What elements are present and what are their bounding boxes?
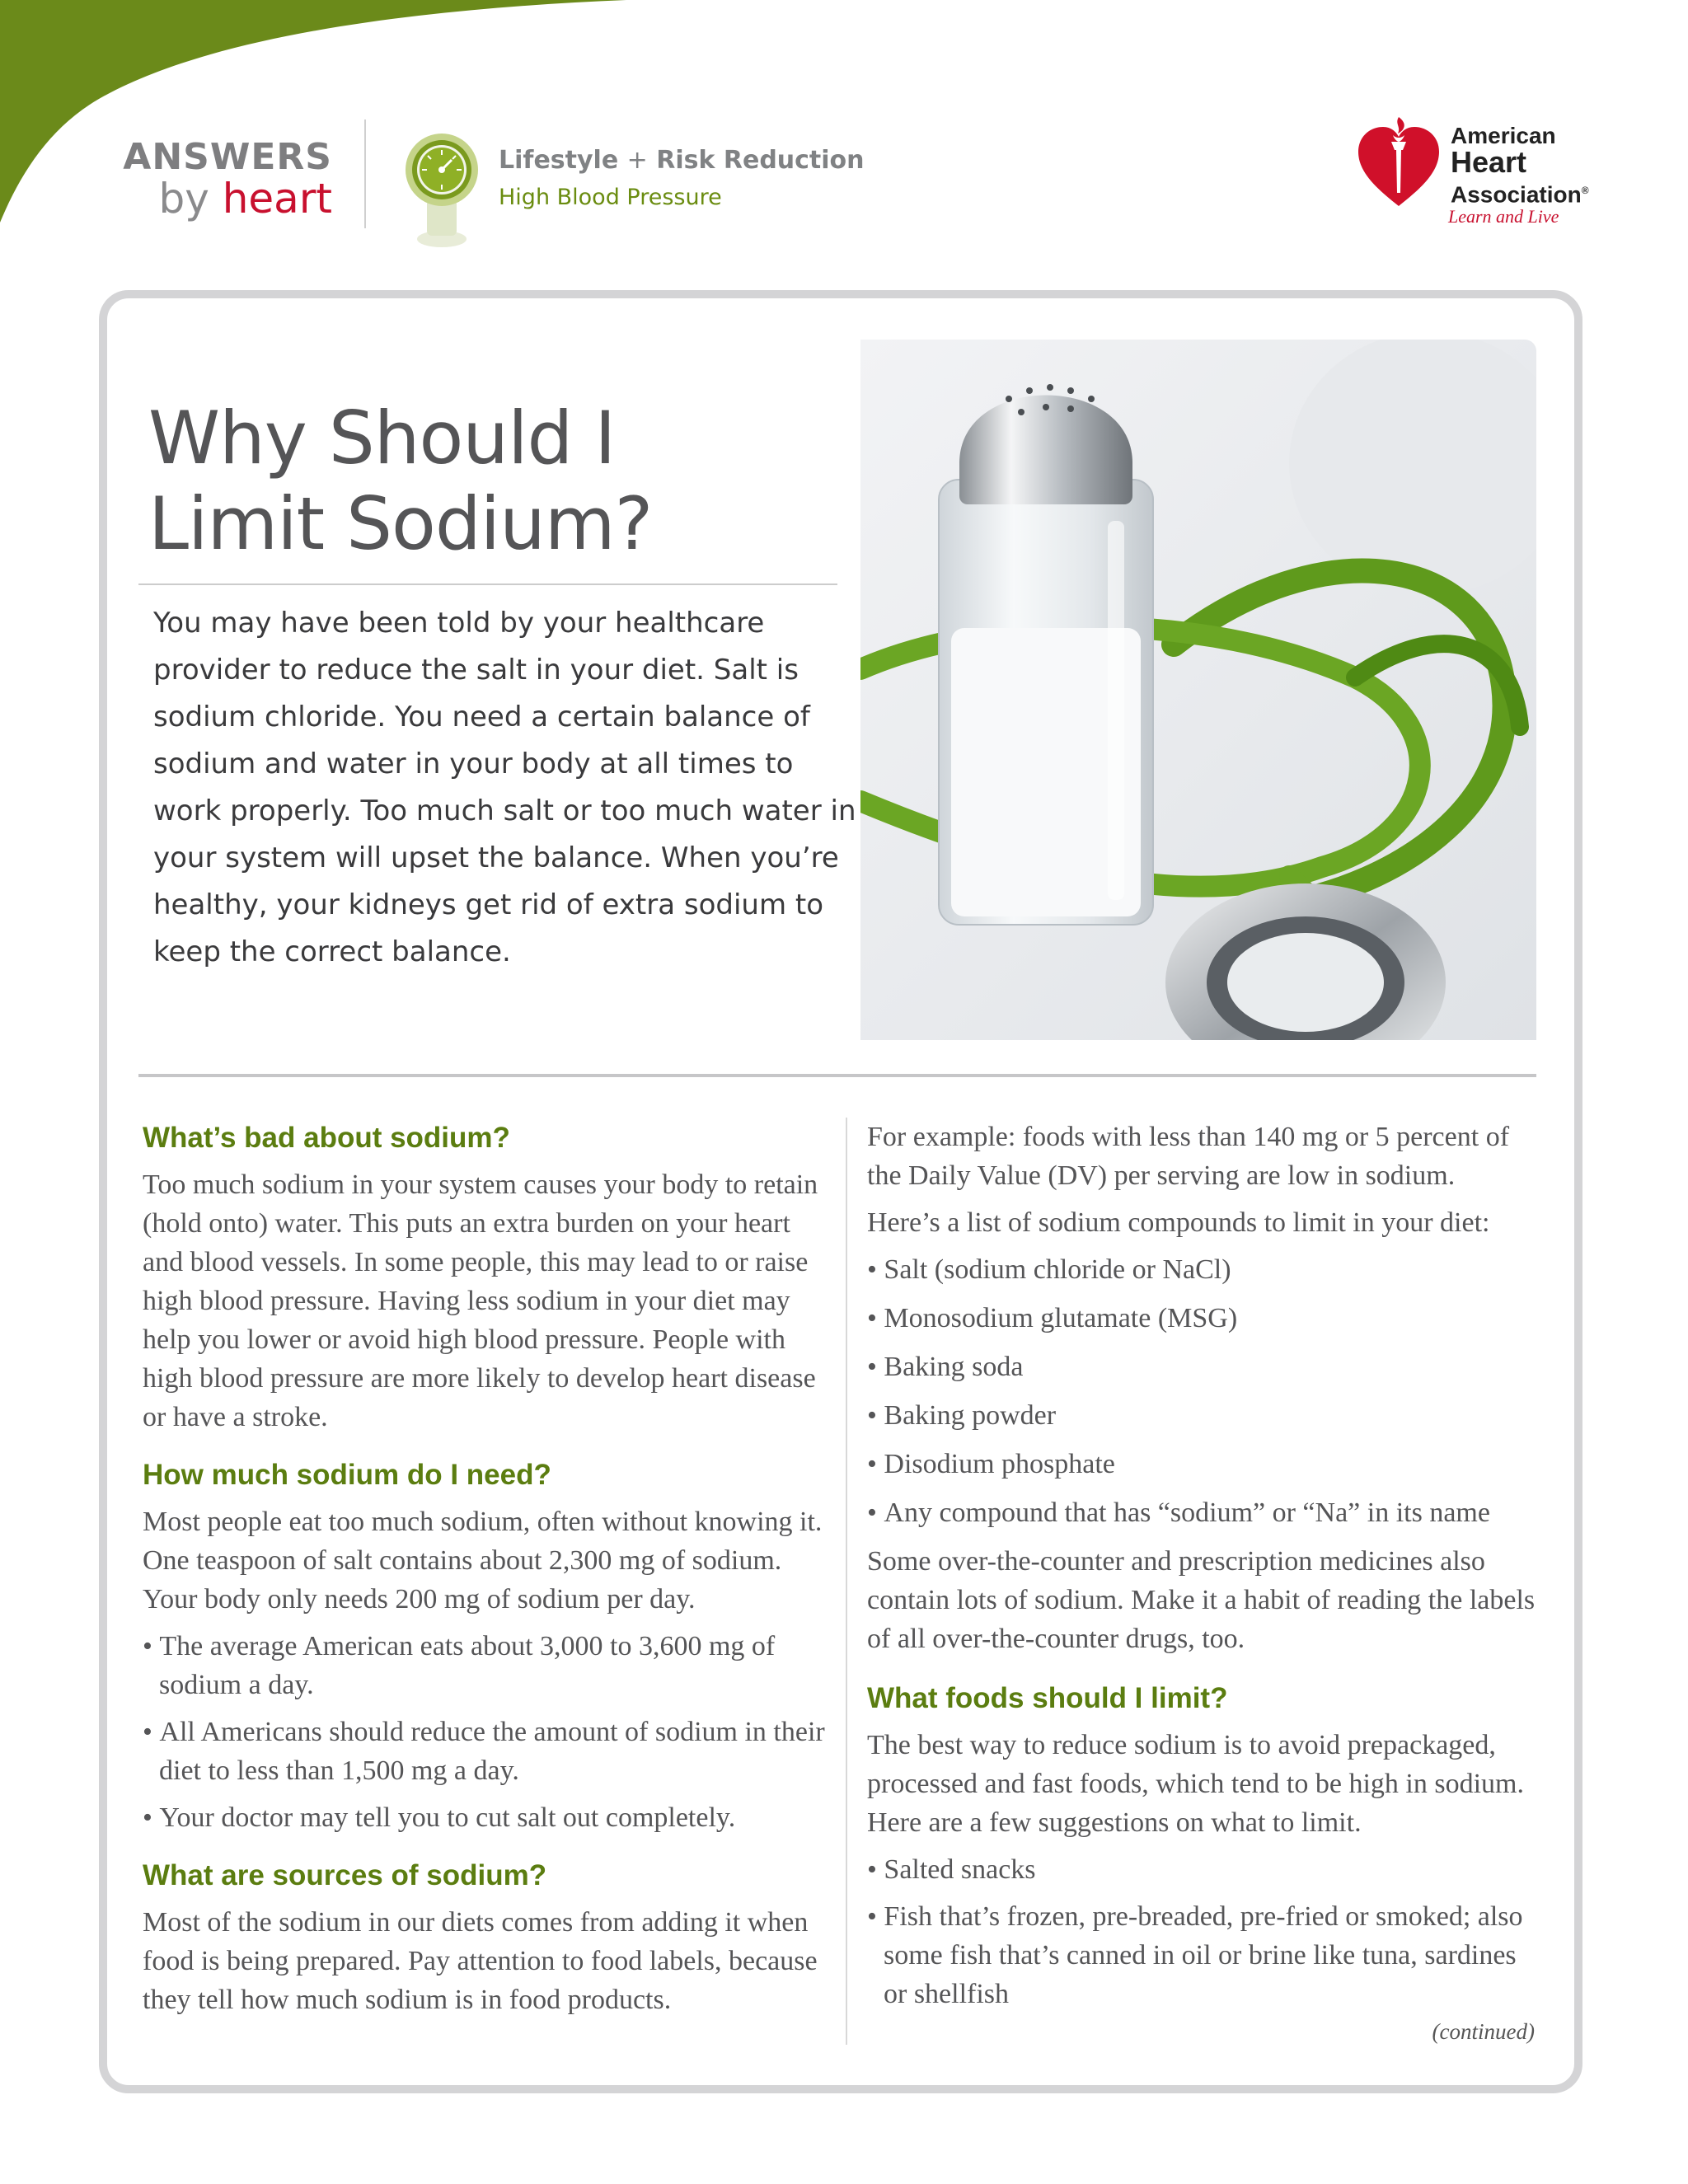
heading-how-much-sodium: How much sodium do I need?	[143, 1459, 551, 1491]
left-column	[143, 1118, 827, 2019]
heading-bad-about-sodium: What’s bad about sodium?	[143, 1122, 510, 1154]
heart-torch-icon	[1353, 114, 1444, 213]
aha-name-line1: American	[1451, 123, 1556, 148]
paragraph-how-much-sodium: Most people eat too much sodium, often without knowing it. One teaspoon of salt contains about 2,300 mg of sodium. Your body only needs 200 mg of sodium per day.	[143, 1507, 823, 1615]
heading-sources-of-sodium: What are sources of sodium?	[143, 1859, 547, 1891]
series-label	[499, 145, 865, 214]
foods-to-limit-list	[867, 1850, 1536, 2013]
header-divider	[364, 120, 366, 228]
series-subtopic: High Blood Pressure	[499, 185, 722, 210]
salt-shaker-stethoscope-photo	[860, 340, 1536, 1040]
list-item: • Salt (sodium chloride or NaCl)	[867, 1250, 1536, 1289]
paragraph-compounds-intro: Here’s a list of sodium compounds to limit in your diet:	[867, 1207, 1490, 1238]
list-item: • Your doctor may tell you to cut salt out completely.	[143, 1798, 827, 1837]
series-topic: Lifestyle + Risk Reduction	[499, 146, 865, 175]
list-item: • Any compound that has “sodium” or “Na” in its name	[867, 1493, 1536, 1532]
list-item: • All Americans should reduce the amount of sodium in their diet to less than 1,500 mg a day.	[143, 1713, 827, 1790]
intro-paragraph: You may have been told by your healthcare provider to reduce the salt in your diet. Salt is sodium chloride. You need a certain balance of sodium and water in your body at all times to work properly. Too much salt or too much water in your system will upset the balance. When you’re healthy, your kidneys get rid of extra sodium to keep the correct balance.	[153, 607, 856, 968]
brand-answers: ANSWERS	[123, 136, 332, 178]
title-divider	[138, 583, 837, 585]
paragraph-sources-of-sodium: Most of the sodium in our diets comes from adding it when food is being prepared. Pay attention to food labels, because they tell how much sodium is in food products.	[143, 1907, 818, 2015]
paragraph-example: For example: foods with less than 140 mg or 5 percent of the Daily Value (DV) per serving are low in sodium.	[867, 1122, 1510, 1191]
paragraph-foods-to-limit: The best way to reduce sodium is to avoid prepackaged, processed and fast foods, which tend to be high in sodium. Here are a few suggestions on what to limit.	[867, 1730, 1524, 1838]
sodium-facts-list	[143, 1627, 827, 1837]
section-divider	[138, 1074, 1536, 1077]
aha-logo	[1353, 114, 1601, 229]
continued-note: (continued)	[1432, 2019, 1535, 2044]
list-item: • Disodium phosphate	[867, 1445, 1536, 1483]
right-column	[867, 1118, 1536, 2022]
paragraph-bad-about-sodium: Too much sodium in your system causes your body to retain (hold onto) water. This puts an extra burden on your heart and blood vessels. In some people, this may lead to or raise high blood pressure. Having less sodium in your diet may help you lower or avoid high blood pressure. People with high blood pressure are more likely to develop heart disease or have a stroke.	[143, 1169, 818, 1432]
aha-tagline: Learn and Live	[1448, 206, 1559, 227]
list-item: • The average American eats about 3,000 to 3,600 mg of sodium a day.	[143, 1627, 827, 1704]
sodium-compounds-list	[867, 1250, 1536, 1532]
aha-name-line3: Association®	[1451, 181, 1589, 208]
aha-name-line2: Heart	[1451, 145, 1527, 179]
list-item: • Baking soda	[867, 1347, 1536, 1386]
brand-by: by	[158, 175, 209, 223]
list-item: • Baking powder	[867, 1396, 1536, 1435]
gauge-icon	[402, 130, 481, 262]
page-title: Why Should I Limit Sodium?	[148, 396, 653, 566]
paragraph-medicines: Some over-the-counter and prescription medicines also contain lots of sodium. Make it a habit of reading the labels of all over-the-counter drugs, too.	[867, 1546, 1536, 1654]
brand-heart: heart	[222, 175, 332, 223]
list-item: • Monosodium glutamate (MSG)	[867, 1299, 1536, 1338]
column-divider	[846, 1118, 847, 2045]
answers-by-heart-logo	[97, 136, 332, 223]
list-item: • Fish that’s frozen, pre-breaded, pre-fried or smoked; also some fish that’s canned in oil or brine like tuna, sardines or shellfish	[867, 1897, 1536, 2013]
heading-foods-to-limit: What foods should I limit?	[867, 1682, 1228, 1714]
list-item: • Salted snacks	[867, 1850, 1536, 1889]
